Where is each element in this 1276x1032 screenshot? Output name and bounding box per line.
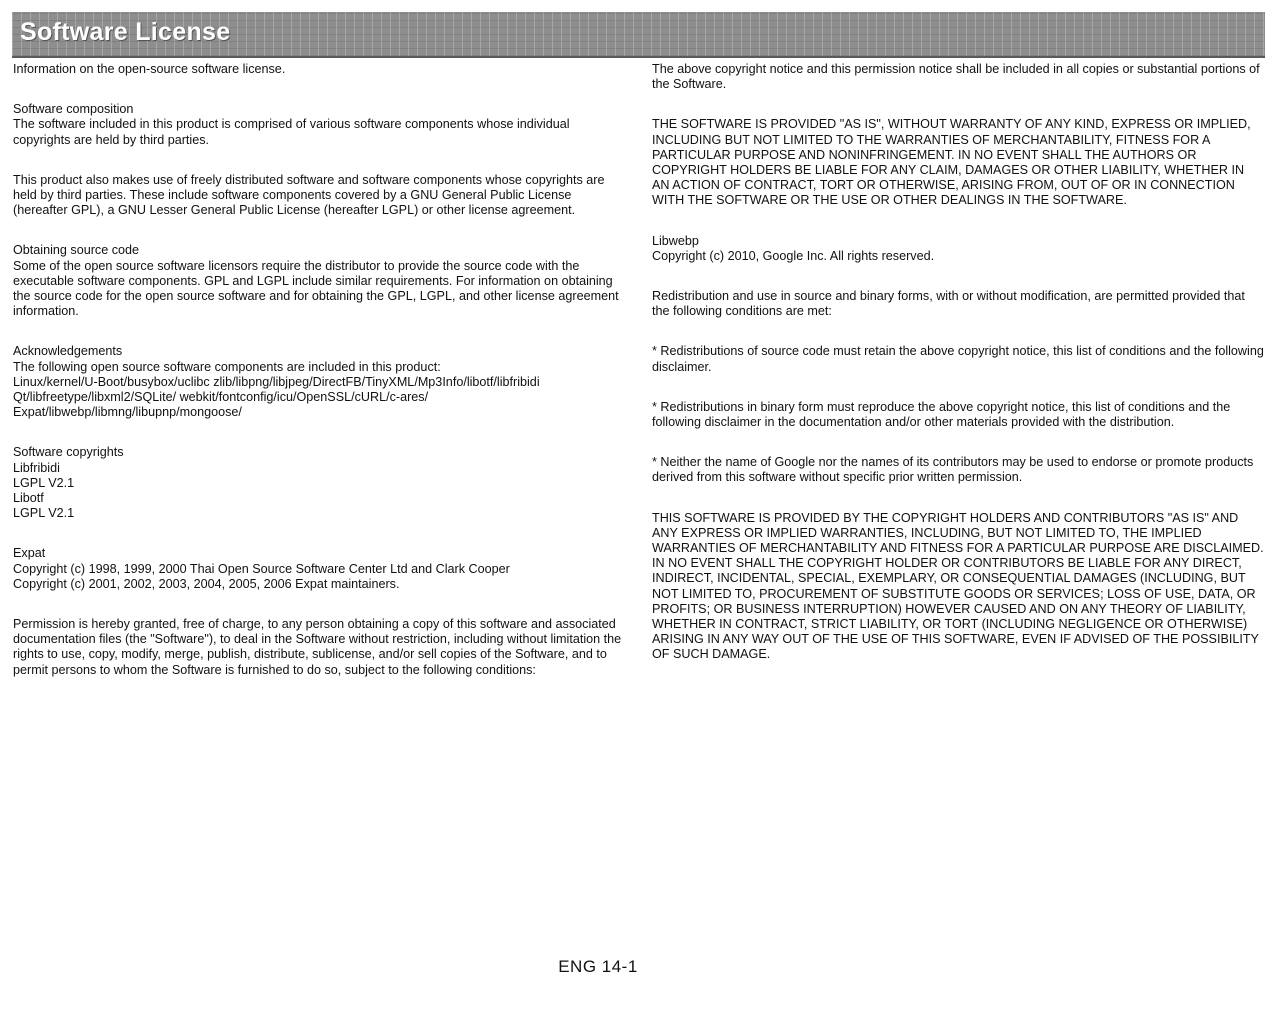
software-composition-paragraph: Software composition The software included in this product is comprised of various software components whose individual copyrights are held by third parties. (13, 102, 570, 147)
source-condition-item: * Redistributions of source code must retain the above copyright notice, this list of conditions and the following disclaimer. (652, 344, 1264, 374)
page-title: Software License (20, 18, 231, 46)
page-header-banner (12, 12, 1265, 58)
third-party-license-paragraph: This product also makes use of freely distributed software and software components whose copyrights are held by third parties. These include software components covered by a GNU General Public License (hereafter GPL), a GNU Lesser General Public License (hereafter LGPL) or other license agreement. (13, 172, 605, 218)
acknowledgements-paragraph: Acknowledgements The following open source software components are included in this product: Linux/kernel/U-Boot/busybox/uclibc zlib/libpng/libjpeg/DirectFB/TinyXML/Mp3Info/libotf/libfribidi Qt/libfreetype/libxml2/SQLite/ webkit/fontconfig/icu/OpenSSL/cURL/c-ares/ Expat/libwebp/libmng/libupnp/mongoose/ (13, 344, 540, 420)
software-copyrights-paragraph: Software copyrights Libfribidi LGPL V2.1 Libotf LGPL V2.1 (13, 445, 124, 521)
right-column (652, 62, 1264, 663)
binary-condition-item: * Redistributions in binary form must reproduce the above copyright notice, this list of conditions and the following disclaimer in the documentation and/or other materials provided with the distribution. (652, 399, 1231, 430)
endorsement-condition-item: * Neither the name of Google nor the names of its contributors may be used to endorse or promote products derived from this software without specific prior written permission. (652, 455, 1254, 485)
redistribution-paragraph: Redistribution and use in source and binary forms, with or without modification, are permitted provided that the following conditions are met: (652, 289, 1245, 319)
libwebp-copyright-paragraph: Libwebp Copyright (c) 2010, Google Inc. All rights reserved. (652, 233, 935, 263)
intro-paragraph: Information on the open-source software license. (13, 62, 286, 76)
expat-permission-paragraph: Permission is hereby granted, free of charge, to any person obtaining a copy of this software and associated documentation files (the "Software"), to deal in the Software without restriction, including without limitation the rights to use, copy, modify, merge, publish, distribute, sublicense, and/or sell copies of the Software, and to permit persons to whom the Software is furnished to do so, subject to the following conditions: (13, 617, 622, 677)
copyright-notice-paragraph: The above copyright notice and this permission notice shall be included in all copies or substantial portions of the Software. (652, 62, 1260, 92)
left-column (13, 62, 625, 678)
obtaining-source-code-paragraph: Obtaining source code Some of the open source software licensors require the distributor to provide the source code with the executable software components. GPL and LGPL include similar requirements. For information on obtaining the source code for the open source software and for obtaining the GPL, LGPL, and other license agreement information. (13, 243, 619, 319)
expat-copyright-paragraph: Expat Copyright (c) 1998, 1999, 2000 Thai Open Source Software Center Ltd and Clark Cooper Copyright (c) 2001, 2002, 2003, 2004, 2005, 2006 Expat maintainers. (13, 546, 510, 591)
libwebp-warranty-disclaimer: THIS SOFTWARE IS PROVIDED BY THE COPYRIGHT HOLDERS AND CONTRIBUTORS "AS IS" AND ANY EXPRESS OR IMPLIED WARRANTIES, INCLUDING, BUT NOT LIMITED TO, THE IMPLIED WARRANTIES OF MERCHANTABILITY AND FITNESS FOR A PARTICULAR PURPOSE ARE DISCLAIMED. IN NO EVENT SHALL THE COPYRIGHT HOLDER OR CONTRIBUTORS BE LIABLE FOR ANY DIRECT, INDIRECT, INCIDENTAL, SPECIAL, EXEMPLARY, OR CONSEQUENTIAL DAMAGES (INCLUDING, BUT NOT LIMITED TO, PROCUREMENT OF SUBSTITUTE GOODS OR SERVICES; LOSS OF USE, DATA, OR PROFITS; OR BUSINESS INTERRUPTION) HOWEVER CAUSED AND ON ANY THEORY OF LIABILITY, WHETHER IN CONTRACT, STRICT LIABILITY, OR TORT (INCLUDING NEGLIGENCE OR OTHERWISE) ARISING IN ANY WAY OUT OF THE USE OF THIS SOFTWARE, EVEN IF ADVISED OF THE POSSIBILITY OF SUCH DAMAGE. (652, 510, 1264, 662)
expat-warranty-disclaimer: THE SOFTWARE IS PROVIDED "AS IS", WITHOUT WARRANTY OF ANY KIND, EXPRESS OR IMPLIED, INCLUDING BUT NOT LIMITED TO THE WARRANTIES OF MERCHANTABILITY, FITNESS FOR A PARTICULAR PURPOSE AND NONINFRINGEMENT. IN NO EVENT SHALL THE AUTHORS OR COPYRIGHT HOLDERS BE LIABLE FOR ANY CLAIM, DAMAGES OR OTHER LIABILITY, WHETHER IN AN ACTION OF CONTRACT, TORT OR OTHERWISE, ARISING FROM, OUT OF OR IN CONNECTION WITH THE SOFTWARE OR THE USE OR OTHER DEALINGS IN THE SOFTWARE. (652, 117, 1251, 208)
page-number: ENG 14-1 (558, 957, 638, 976)
